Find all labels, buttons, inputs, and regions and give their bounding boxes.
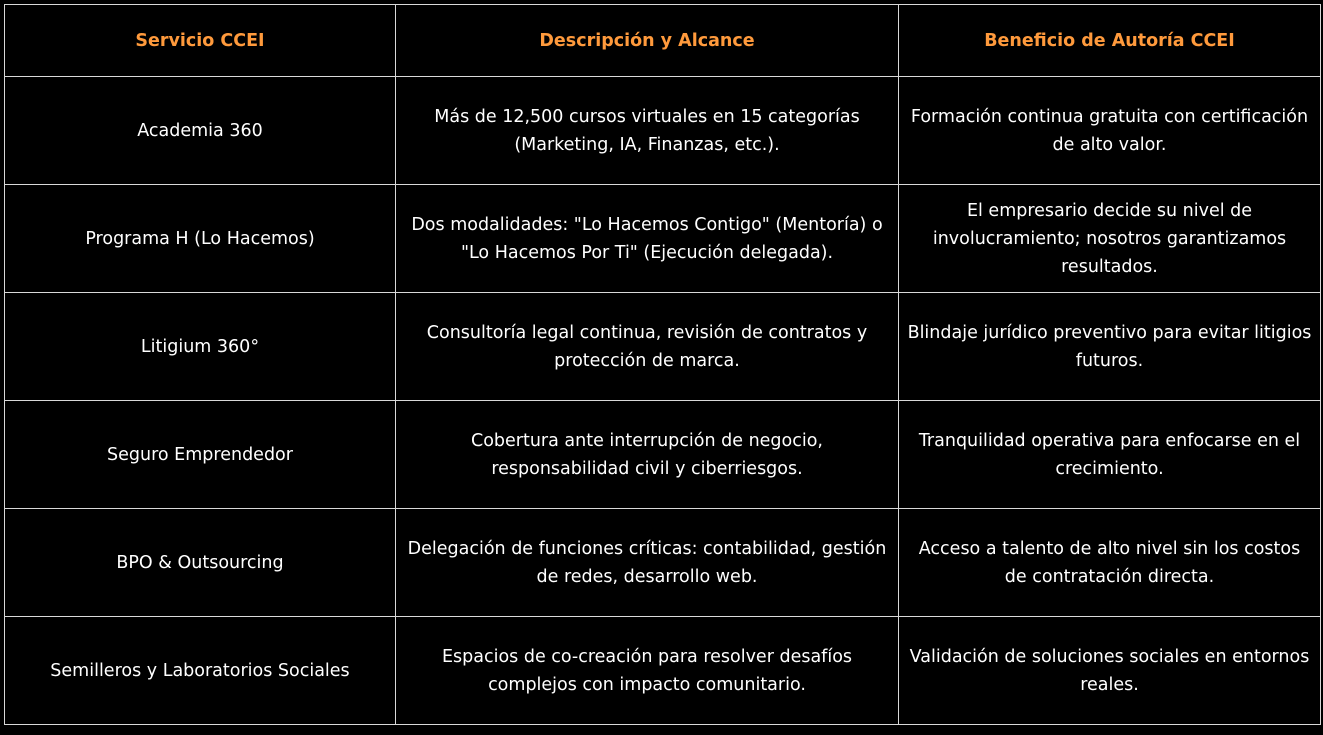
- cell-description: Espacios de co-creación para resolver desafíos complejos con impacto comunitario.: [396, 617, 899, 725]
- cell-service: Seguro Emprendedor: [5, 401, 396, 509]
- cell-benefit: El empresario decide su nivel de involucramiento; nosotros garantizamos resultados.: [899, 185, 1321, 293]
- table-row: [5, 617, 1321, 725]
- table-row: [5, 77, 1321, 185]
- cell-service: Programa H (Lo Hacemos): [5, 185, 396, 293]
- cell-description: Cobertura ante interrupción de negocio, responsabilidad civil y ciberriesgos.: [396, 401, 899, 509]
- cell-service: Litigium 360°: [5, 293, 396, 401]
- cell-description: Delegación de funciones críticas: contabilidad, gestión de redes, desarrollo web.: [396, 509, 899, 617]
- cell-description: Dos modalidades: "Lo Hacemos Contigo" (Mentoría) o "Lo Hacemos Por Ti" (Ejecución delegada).: [396, 185, 899, 293]
- cell-benefit: Formación continua gratuita con certificación de alto valor.: [899, 77, 1321, 185]
- cell-benefit: Tranquilidad operativa para enfocarse en el crecimiento.: [899, 401, 1321, 509]
- table-row: [5, 185, 1321, 293]
- cell-benefit: Blindaje jurídico preventivo para evitar litigios futuros.: [899, 293, 1321, 401]
- header-description: Descripción y Alcance: [396, 5, 899, 77]
- cell-service: BPO & Outsourcing: [5, 509, 396, 617]
- cell-service: Semilleros y Laboratorios Sociales: [5, 617, 396, 725]
- cell-service: Academia 360: [5, 77, 396, 185]
- header-benefit: Beneficio de Autoría CCEI: [899, 5, 1321, 77]
- cell-description: Más de 12,500 cursos virtuales en 15 categorías (Marketing, IA, Finanzas, etc.).: [396, 77, 899, 185]
- services-table: [4, 4, 1321, 725]
- services-table-container: [4, 4, 1319, 730]
- table-header-row: [5, 5, 1321, 77]
- cell-description: Consultoría legal continua, revisión de contratos y protección de marca.: [396, 293, 899, 401]
- cell-benefit: Acceso a talento de alto nivel sin los costos de contratación directa.: [899, 509, 1321, 617]
- table-row: [5, 401, 1321, 509]
- cell-benefit: Validación de soluciones sociales en entornos reales.: [899, 617, 1321, 725]
- table-row: [5, 509, 1321, 617]
- table-row: [5, 293, 1321, 401]
- header-service: Servicio CCEI: [5, 5, 396, 77]
